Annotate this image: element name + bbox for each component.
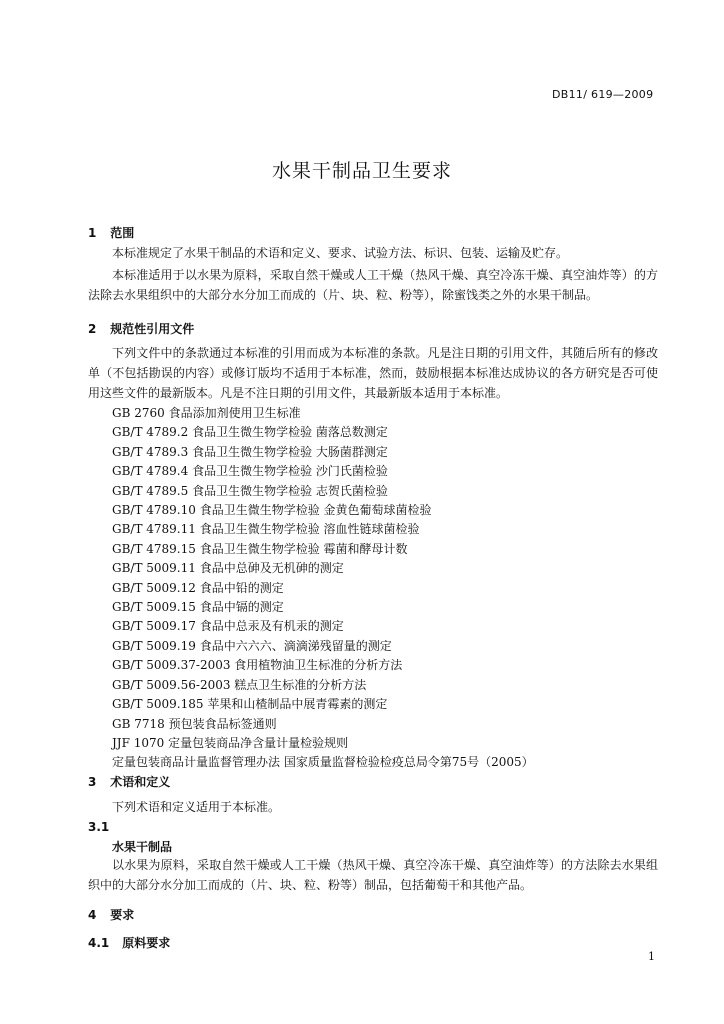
list-item: 定量包装商品计量监督管理办法 国家质量监督检验检疫总局令第75号（2005）	[112, 755, 534, 770]
subsection-number: 4.1	[88, 936, 110, 950]
section-3-paragraph: 下列术语和定义适用于本标准。	[112, 800, 281, 814]
list-item: GB/T 5009.17 食品中总汞及有机汞的测定	[112, 619, 344, 634]
reference-list	[112, 404, 534, 773]
list-item: GB/T 4789.10 食品卫生微生物学检验 金黄色葡萄球菌检验	[112, 503, 432, 518]
term-name: 水果干制品	[112, 840, 173, 854]
list-item: GB/T 5009.11 食品中总砷及无机砷的测定	[112, 561, 344, 576]
section-1-paragraph-2: 本标准适用于以水果为原料，采取自然干燥或人工干燥（热风干燥、真空冷冻干燥、真空油炸等）的方法除去水果组织中的大部分水分加工而成的（片、块、粒、粉等），除蜜饯类之外的水果干制品。	[88, 268, 658, 302]
list-item: GB/T 4789.4 食品卫生微生物学检验 沙门氏菌检验	[112, 464, 388, 479]
list-item: GB/T 4789.5 食品卫生微生物学检验 志贺氏菌检验	[112, 483, 388, 498]
list-item: JJF 1070 定量包装商品净含量计量检验规则	[112, 735, 349, 750]
page-number: 1	[648, 950, 655, 963]
list-item: GB/T 4789.2 食品卫生微生物学检验 菌落总数测定	[112, 425, 388, 440]
term-definition: 以水果为原料，采取自然干燥或人工干燥（热风干燥、真空冷冻干燥、真空油炸等）的方法除去水果组织中的大部分水分加工而成的（片、块、粒、粉等）制品，包括葡萄干和其他产品。	[88, 858, 658, 892]
list-item: GB/T 4789.3 食品卫生微生物学检验 大肠菌群测定	[112, 444, 388, 459]
list-item: GB/T 5009.15 食品中镉的测定	[112, 600, 284, 615]
section-number: 4	[88, 908, 97, 922]
list-item: GB/T 5009.19 食品中六六六、滴滴涕残留量的测定	[112, 638, 392, 653]
section-3-heading	[88, 773, 170, 790]
section-2-heading	[88, 320, 194, 337]
list-item: GB 2760 食品添加剂使用卫生标准	[112, 406, 301, 420]
section-1-paragraph-1: 本标准规定了水果干制品的术语和定义、要求、试验方法、标识、包装、运输及贮存。	[112, 246, 569, 260]
list-item: GB/T 4789.15 食品卫生微生物学检验 霉菌和酵母计数	[112, 541, 408, 556]
section-title: 术语和定义	[110, 775, 171, 789]
section-number: 2	[88, 322, 97, 336]
list-item: GB/T 5009.12 食品中铅的测定	[112, 580, 284, 595]
section-1-heading	[88, 224, 134, 241]
subsection-title: 原料要求	[122, 936, 171, 950]
list-item: GB/T 5009.37-2003 食用植物油卫生标准的分析方法	[112, 658, 403, 673]
list-item: GB 7718 预包装食品标签通则	[112, 716, 277, 731]
section-2-paragraph: 下列文件中的条款通过本标准的引用而成为本标准的条款。凡是注日期的引用文件，其随后所有的修改单（不包括勘误的内容）或修订版均不适用于本标准，然而，鼓励根据本标准达成协议的各方研究是否可使用这些文件的最新版本。凡是不注日期的引用文件，其最新版本适用于本标准。	[88, 346, 658, 400]
section-4-heading	[88, 906, 134, 923]
list-item: GB/T 5009.185 苹果和山楂制品中展青霉素的测定	[112, 697, 388, 712]
list-item: GB/T 5009.56-2003 糕点卫生标准的分析方法	[112, 677, 367, 692]
list-item: GB/T 4789.11 食品卫生微生物学检验 溶血性链球菌检验	[112, 522, 420, 537]
subsection-4-1-heading	[88, 934, 170, 951]
section-number: 3	[88, 775, 97, 789]
standard-number: DB11/ 619—2009	[552, 88, 654, 101]
section-title: 规范性引用文件	[110, 322, 195, 336]
subsection-3-1-number: 3.1	[88, 820, 110, 834]
section-number: 1	[88, 226, 97, 240]
section-title: 要求	[110, 908, 135, 922]
document-title: 水果干制品卫生要求	[271, 160, 452, 182]
section-title: 范围	[110, 226, 135, 240]
